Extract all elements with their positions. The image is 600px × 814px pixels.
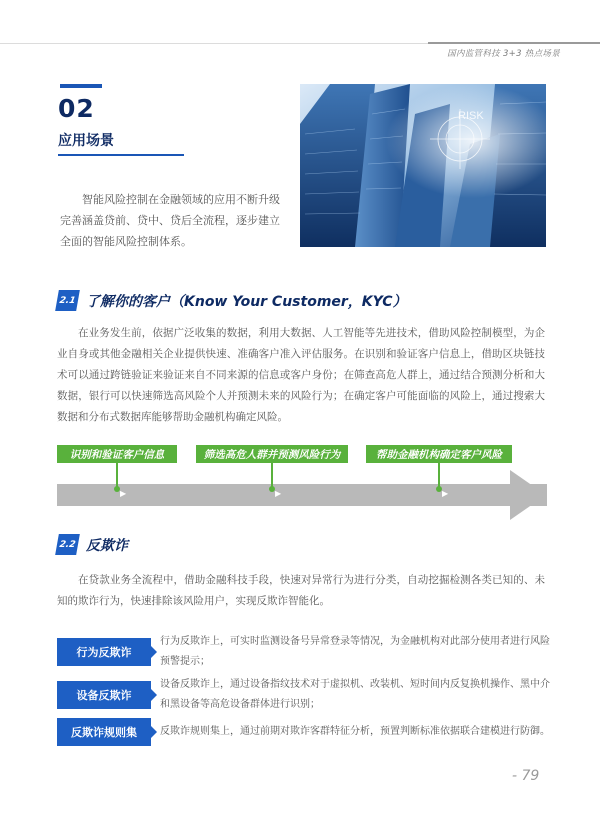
page-number: - 79 <box>512 768 540 784</box>
antifraud-label-behavior: 行为反欺诈 <box>57 638 151 666</box>
flow-step-1: 识别和验证客户信息 <box>57 445 177 463</box>
flow-step-2: 筛选高危人群并预测风险行为 <box>196 445 348 463</box>
section-title: 应用场景 <box>58 133 114 149</box>
hero-overlay-text: RISK <box>458 110 484 122</box>
subsection-badge-kyc: 2.1 <box>55 290 80 311</box>
kyc-paragraph: 在业务发生前，依据广泛收集的数据，利用大数据、人工智能等先进技术，借助风险控制模型，为企业自身或其他金融相关企业提供快速、准确客户准入评估服务。在识别和验证客户信息上，借助区块链技术可以通过跨链验证来验证来自不同来源的信息或客户身份；在筛查高危人群上，通过结合预测分析和大数据，银行可以快速筛选高风险个人并预测未来的风险行为；在确定客户可能面临的风险上，通过搜索大数据和分布式数据库能够帮助金融机构确定风险。 <box>57 327 545 423</box>
subsection-title-antifraud: 反欺诈 <box>86 538 128 554</box>
flow-tick-1: ▶ <box>120 489 127 498</box>
antifraud-label-device: 设备反欺诈 <box>57 681 151 709</box>
antifraud-label-device-pointer <box>151 689 157 701</box>
hero-image-skyscrapers <box>300 84 546 247</box>
section-accent-bar <box>60 84 102 88</box>
antifraud-paragraph: 在贷款业务全流程中，借助金融科技手段，快速对异常行为进行分类，自动挖掘检测各类已知的、未知的欺诈行为，快速排除该风险用户，实现反欺诈智能化。 <box>57 574 545 607</box>
flow-tick-2: ▶ <box>275 489 282 498</box>
section-intro: 智能风险控制在金融领域的应用不断升级完善涵盖贷前、贷中、贷后全流程，逐步建立全面的智能风险控制体系。 <box>60 193 280 248</box>
section-title-rule <box>58 154 184 156</box>
antifraud-desc-device: 设备反欺诈上，通过设备指纹技术对于虚拟机、改装机、短时间内反复换机操作、黑中介和黑设备等高危设备群体进行识别； <box>160 679 550 710</box>
flow-arrow-bar <box>57 484 547 506</box>
subsection-title-kyc: 了解你的客户（Know Your Customer，KYC） <box>86 294 407 310</box>
flow-step-3: 帮助金融机构确定客户风险 <box>366 445 512 463</box>
flow-arrowhead <box>510 470 546 520</box>
flow-tick-3: ▶ <box>442 489 449 498</box>
antifraud-label-ruleset: 反欺诈规则集 <box>57 718 151 746</box>
running-header: 国内监管科技 3+3 热点场景 <box>447 49 560 59</box>
header-rule-accent <box>428 42 600 44</box>
antifraud-desc-ruleset: 反欺诈规则集上，通过前期对欺诈客群特征分析，预置判断标准依据联合建模进行防御。 <box>160 726 550 737</box>
antifraud-label-behavior-pointer <box>151 646 157 658</box>
subsection-badge-antifraud: 2.2 <box>55 534 80 555</box>
antifraud-desc-behavior: 行为反欺诈上，可实时监测设备号异常登录等情况，为金融机构对此部分使用者进行风险预警提示； <box>160 636 550 667</box>
antifraud-label-ruleset-pointer <box>151 726 157 738</box>
section-number: 02 <box>58 94 95 123</box>
